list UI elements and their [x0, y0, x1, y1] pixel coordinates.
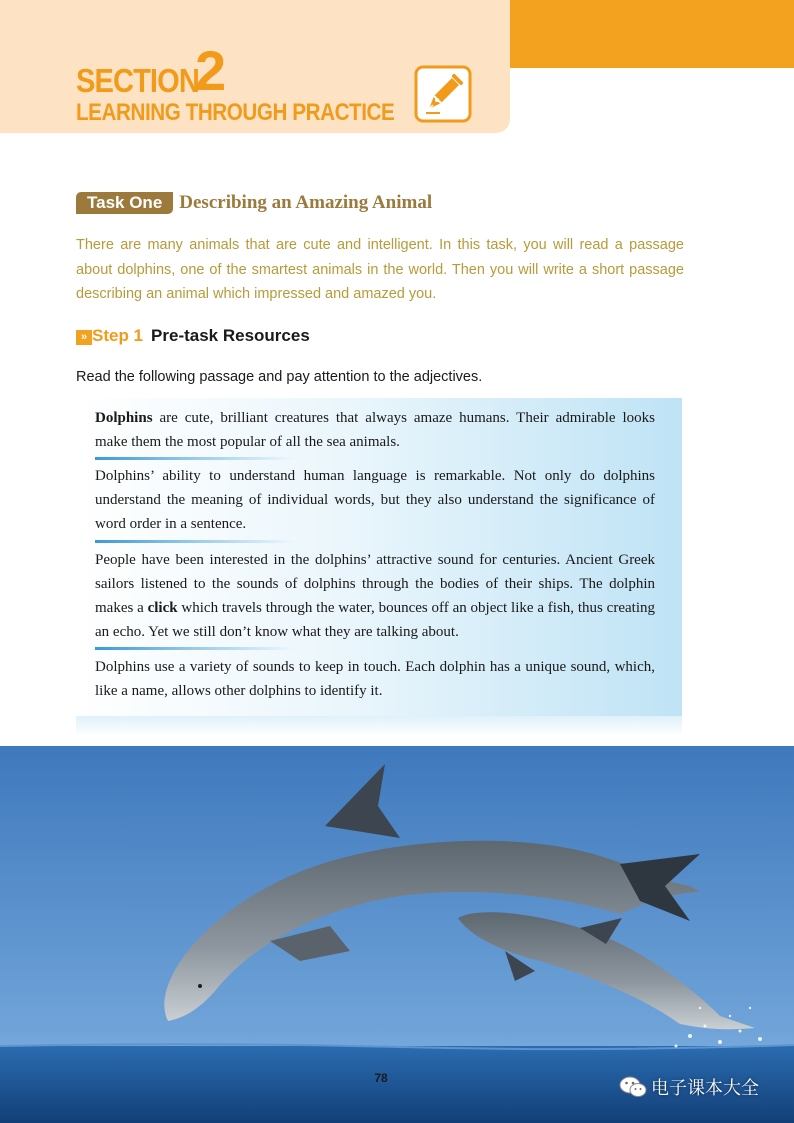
reading-instruction: Read the following passage and pay attention to the adjectives. — [76, 369, 483, 385]
paragraph-divider — [95, 647, 295, 650]
paragraph-divider — [95, 540, 295, 543]
passage-paragraph-3: People have been interested in the dolphins’ attractive sound for centuries. Ancient Greek sailors listened to the sounds of dolphins through the bodies of their ships. The dolphin makes a click which travels through the water, bounces off an object like a fish, thus creating an echo. Yet we still don’t know what they are talking about. — [95, 552, 655, 640]
section-subtitle: LEARNING THROUGH PRACTICE — [76, 99, 395, 126]
footer-brand — [618, 1074, 759, 1102]
footer-brand-text: 电子课本大全 — [651, 1078, 759, 1098]
step-heading — [76, 326, 310, 346]
pen-icon — [414, 65, 472, 123]
header-accent-bar — [510, 0, 794, 68]
paragraph-divider — [95, 457, 295, 460]
passage-paragraph-4: Dolphins use a variety of sounds to keep in touch. Each dolphin has a unique sound, which, like a name, allows other dolphins to identify it. — [95, 659, 655, 699]
passage-paragraph-2: Dolphins’ ability to understand human language is remarkable. Not only do dolphins understand the meaning of individual words, but they also understand the significance of word order in a sentence. — [95, 468, 655, 532]
task-title: Describing an Amazing Animal — [179, 192, 433, 213]
step-label: Step 1 — [92, 326, 144, 345]
keyword-dolphins: Dolphins — [95, 410, 153, 426]
wechat-icon — [618, 1074, 648, 1100]
dolphins-photo — [0, 746, 794, 1123]
step-title: Pre-task Resources — [151, 326, 310, 345]
task-heading — [76, 192, 432, 216]
section-label: SECTION — [76, 62, 199, 99]
section-number: 2 — [195, 39, 227, 102]
task-intro: There are many animals that are cute and intelligent. In this task, you will read a passage about dolphins, one of the smartest animals in the world. Then you will write a short passage describing an animal which impressed and amazed you. — [76, 237, 684, 302]
reading-passage — [76, 398, 682, 716]
page-number: 78 — [374, 1071, 388, 1085]
passage-paragraph-1: Dolphins are cute, brilliant creatures that always amaze humans. Their admirable looks make them the most popular of all the sea animals. — [95, 410, 655, 450]
double-chevron-right-icon: » — [76, 330, 92, 345]
keyword-click: click — [147, 600, 178, 616]
task-badge: Task One — [76, 192, 173, 214]
